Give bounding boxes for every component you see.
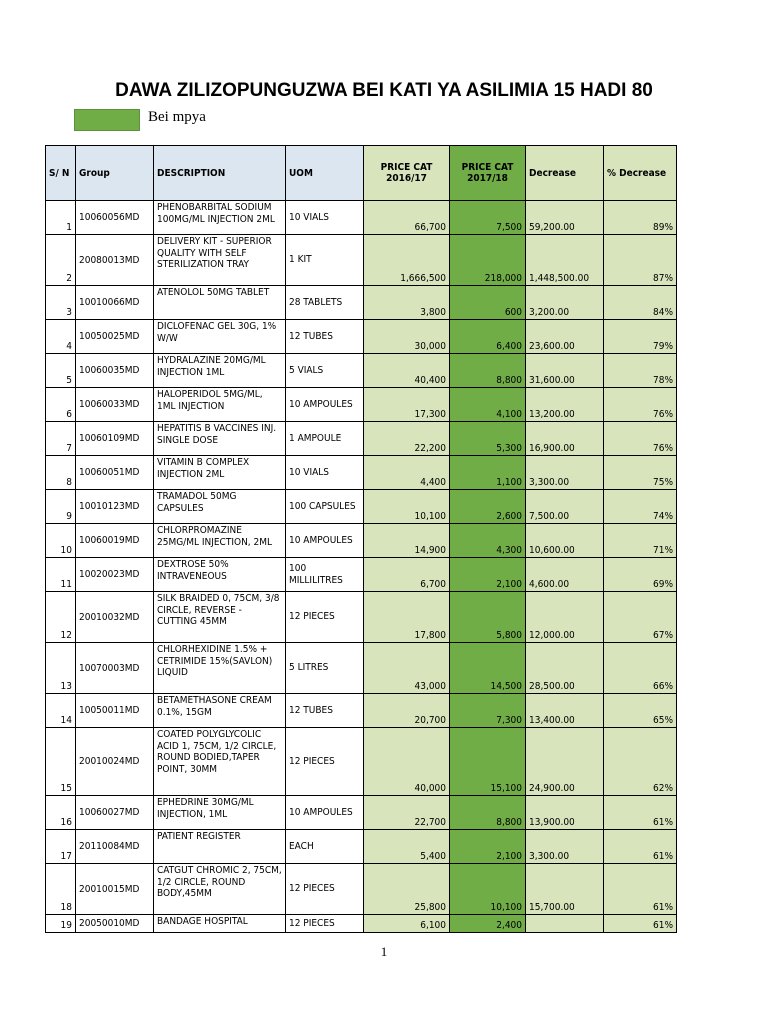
cell-description: SILK BRAIDED 0, 75CM, 3/8 CIRCLE, REVERSE - CUTTING 45MM <box>154 592 286 643</box>
cell-description: COATED POLYGLYCOLIC ACID 1, 75CM, 1/2 CIRCLE, ROUND BODIED,TAPER POINT, 30MM <box>154 728 286 796</box>
table-row <box>46 201 677 235</box>
cell-price-old: 30,000 <box>364 320 450 354</box>
cell-price-new: 4,300 <box>450 524 526 558</box>
header-uom: UOM <box>286 146 364 201</box>
cell-decrease: 3,300.00 <box>526 456 604 490</box>
cell-uom: 100 CAPSULES <box>286 490 364 524</box>
cell-price-new: 5,300 <box>450 422 526 456</box>
cell-price-new: 2,600 <box>450 490 526 524</box>
cell-description: BANDAGE HOSPITAL <box>154 915 286 933</box>
table-row <box>46 388 677 422</box>
cell-group: 10060027MD <box>76 796 154 830</box>
table-row <box>46 235 677 286</box>
cell-price-old: 5,400 <box>364 830 450 864</box>
cell-group: 10070003MD <box>76 643 154 694</box>
cell-group: 10060035MD <box>76 354 154 388</box>
cell-sn: 2 <box>46 235 76 286</box>
table-row <box>46 422 677 456</box>
table-row <box>46 592 677 643</box>
legend-label: Bei mpya <box>148 109 206 125</box>
cell-uom: 12 TUBES <box>286 320 364 354</box>
header-price-new: PRICE CAT 2017/18 <box>450 146 526 201</box>
cell-price-new: 15,100 <box>450 728 526 796</box>
cell-uom: 1 AMPOULE <box>286 422 364 456</box>
price-table <box>45 145 677 933</box>
table-row <box>46 796 677 830</box>
cell-price-old: 1,666,500 <box>364 235 450 286</box>
header-description: DESCRIPTION <box>154 146 286 201</box>
cell-decrease: 7,500.00 <box>526 490 604 524</box>
cell-price-old: 17,300 <box>364 388 450 422</box>
cell-sn: 16 <box>46 796 76 830</box>
cell-sn: 1 <box>46 201 76 235</box>
table-row <box>46 524 677 558</box>
cell-sn: 3 <box>46 286 76 320</box>
cell-decrease: 15,700.00 <box>526 864 604 915</box>
table-row <box>46 286 677 320</box>
cell-description: VITAMIN B COMPLEX INJECTION 2ML <box>154 456 286 490</box>
page-title: DAWA ZILIZOPUNGUZWA BEI KATI YA ASILIMIA 15 HADI 80 <box>115 80 653 101</box>
cell-pct-decrease: 75% <box>604 456 677 490</box>
cell-group: 10050011MD <box>76 694 154 728</box>
cell-price-old: 22,200 <box>364 422 450 456</box>
cell-price-new: 1,100 <box>450 456 526 490</box>
cell-price-new: 6,400 <box>450 320 526 354</box>
cell-pct-decrease: 74% <box>604 490 677 524</box>
cell-price-new: 600 <box>450 286 526 320</box>
cell-decrease: 13,200.00 <box>526 388 604 422</box>
cell-description: TRAMADOL 50MG CAPSULES <box>154 490 286 524</box>
cell-pct-decrease: 84% <box>604 286 677 320</box>
cell-decrease: 16,900.00 <box>526 422 604 456</box>
cell-price-new: 2,100 <box>450 558 526 592</box>
cell-uom: 12 PIECES <box>286 728 364 796</box>
cell-decrease: 31,600.00 <box>526 354 604 388</box>
cell-price-old: 66,700 <box>364 201 450 235</box>
cell-pct-decrease: 79% <box>604 320 677 354</box>
cell-price-old: 4,400 <box>364 456 450 490</box>
table-row <box>46 558 677 592</box>
cell-description: DICLOFENAC GEL 30G, 1% W/W <box>154 320 286 354</box>
cell-decrease: 4,600.00 <box>526 558 604 592</box>
cell-group: 10010123MD <box>76 490 154 524</box>
header-sn: S/ N <box>46 146 76 201</box>
cell-pct-decrease: 89% <box>604 201 677 235</box>
cell-sn: 19 <box>46 915 76 933</box>
cell-group: 20110084MD <box>76 830 154 864</box>
cell-group: 10020023MD <box>76 558 154 592</box>
cell-uom: 12 PIECES <box>286 864 364 915</box>
cell-decrease: 10,600.00 <box>526 524 604 558</box>
table-row <box>46 694 677 728</box>
cell-decrease: 28,500.00 <box>526 643 604 694</box>
cell-sn: 8 <box>46 456 76 490</box>
cell-price-new: 5,800 <box>450 592 526 643</box>
cell-group: 10010066MD <box>76 286 154 320</box>
cell-sn: 9 <box>46 490 76 524</box>
table-row <box>46 456 677 490</box>
cell-pct-decrease: 78% <box>604 354 677 388</box>
cell-sn: 11 <box>46 558 76 592</box>
cell-decrease: 12,000.00 <box>526 592 604 643</box>
cell-pct-decrease: 67% <box>604 592 677 643</box>
cell-pct-decrease: 61% <box>604 830 677 864</box>
cell-sn: 14 <box>46 694 76 728</box>
cell-group: 10050025MD <box>76 320 154 354</box>
cell-pct-decrease: 62% <box>604 728 677 796</box>
cell-price-new: 4,100 <box>450 388 526 422</box>
cell-decrease: 3,300.00 <box>526 830 604 864</box>
cell-pct-decrease: 76% <box>604 388 677 422</box>
cell-decrease: 23,600.00 <box>526 320 604 354</box>
cell-group: 10060051MD <box>76 456 154 490</box>
legend-swatch-new-price <box>74 109 140 131</box>
cell-pct-decrease: 66% <box>604 643 677 694</box>
cell-price-old: 6,100 <box>364 915 450 933</box>
cell-price-old: 25,800 <box>364 864 450 915</box>
cell-sn: 15 <box>46 728 76 796</box>
cell-pct-decrease: 76% <box>604 422 677 456</box>
cell-price-new: 2,400 <box>450 915 526 933</box>
cell-uom: 5 LITRES <box>286 643 364 694</box>
cell-sn: 4 <box>46 320 76 354</box>
header-row <box>46 146 677 201</box>
table-row <box>46 915 677 933</box>
cell-pct-decrease: 87% <box>604 235 677 286</box>
cell-sn: 13 <box>46 643 76 694</box>
cell-uom: EACH <box>286 830 364 864</box>
cell-decrease <box>526 915 604 933</box>
cell-decrease: 13,400.00 <box>526 694 604 728</box>
cell-uom: 10 AMPOULES <box>286 524 364 558</box>
cell-group: 10060019MD <box>76 524 154 558</box>
cell-uom: 100 MILLILITRES <box>286 558 364 592</box>
cell-group: 10060033MD <box>76 388 154 422</box>
cell-price-old: 10,100 <box>364 490 450 524</box>
cell-description: PATIENT REGISTER <box>154 830 286 864</box>
cell-decrease: 24,900.00 <box>526 728 604 796</box>
table-row <box>46 643 677 694</box>
cell-decrease: 1,448,500.00 <box>526 235 604 286</box>
cell-price-old: 40,400 <box>364 354 450 388</box>
cell-group: 20050010MD <box>76 915 154 933</box>
cell-price-old: 17,800 <box>364 592 450 643</box>
cell-price-new: 218,000 <box>450 235 526 286</box>
cell-pct-decrease: 69% <box>604 558 677 592</box>
cell-pct-decrease: 61% <box>604 915 677 933</box>
cell-description: HEPATITIS B VACCINES INJ. SINGLE DOSE <box>154 422 286 456</box>
header-pct-decrease: % Decrease <box>604 146 677 201</box>
table-row <box>46 354 677 388</box>
cell-description: HALOPERIDOL 5MG/ML, 1ML INJECTION <box>154 388 286 422</box>
cell-sn: 17 <box>46 830 76 864</box>
cell-sn: 6 <box>46 388 76 422</box>
table-row <box>46 864 677 915</box>
cell-price-new: 7,500 <box>450 201 526 235</box>
cell-pct-decrease: 61% <box>604 796 677 830</box>
cell-description: CATGUT CHROMIC 2, 75CM, 1/2 CIRCLE, ROUND BODY,45MM <box>154 864 286 915</box>
cell-price-new: 10,100 <box>450 864 526 915</box>
cell-description: BETAMETHASONE CREAM 0.1%, 15GM <box>154 694 286 728</box>
cell-price-old: 40,000 <box>364 728 450 796</box>
cell-uom: 12 TUBES <box>286 694 364 728</box>
cell-group: 20010032MD <box>76 592 154 643</box>
cell-price-old: 3,800 <box>364 286 450 320</box>
cell-description: DEXTROSE 50% INTRAVENEOUS <box>154 558 286 592</box>
cell-uom: 10 AMPOULES <box>286 388 364 422</box>
cell-group: 20010015MD <box>76 864 154 915</box>
page-number: 1 <box>380 944 388 959</box>
cell-group: 10060056MD <box>76 201 154 235</box>
cell-uom: 1 KIT <box>286 235 364 286</box>
table-row <box>46 830 677 864</box>
table-body <box>46 201 677 933</box>
cell-description: HYDRALAZINE 20MG/ML INJECTION 1ML <box>154 354 286 388</box>
cell-price-old: 43,000 <box>364 643 450 694</box>
cell-description: PHENOBARBITAL SODIUM 100MG/ML INJECTION 2ML <box>154 201 286 235</box>
header-group: Group <box>76 146 154 201</box>
cell-description: CHLORPROMAZINE 25MG/ML INJECTION, 2ML <box>154 524 286 558</box>
table-row <box>46 320 677 354</box>
cell-description: CHLORHEXIDINE 1.5% + CETRIMIDE 15%(SAVLON) LIQUID <box>154 643 286 694</box>
cell-price-new: 8,800 <box>450 354 526 388</box>
cell-uom: 12 PIECES <box>286 915 364 933</box>
cell-uom: 10 AMPOULES <box>286 796 364 830</box>
cell-price-new: 14,500 <box>450 643 526 694</box>
cell-uom: 28 TABLETS <box>286 286 364 320</box>
cell-uom: 12 PIECES <box>286 592 364 643</box>
cell-uom: 10 VIALS <box>286 456 364 490</box>
cell-price-old: 6,700 <box>364 558 450 592</box>
cell-pct-decrease: 71% <box>604 524 677 558</box>
cell-pct-decrease: 61% <box>604 864 677 915</box>
cell-decrease: 13,900.00 <box>526 796 604 830</box>
cell-price-old: 14,900 <box>364 524 450 558</box>
table-row <box>46 490 677 524</box>
cell-price-new: 7,300 <box>450 694 526 728</box>
cell-group: 20080013MD <box>76 235 154 286</box>
cell-price-new: 2,100 <box>450 830 526 864</box>
cell-sn: 18 <box>46 864 76 915</box>
header-decrease: Decrease <box>526 146 604 201</box>
cell-group: 20010024MD <box>76 728 154 796</box>
cell-group: 10060109MD <box>76 422 154 456</box>
cell-uom: 10 VIALS <box>286 201 364 235</box>
cell-price-old: 20,700 <box>364 694 450 728</box>
table-row <box>46 728 677 796</box>
cell-pct-decrease: 65% <box>604 694 677 728</box>
cell-description: ATENOLOL 50MG TABLET <box>154 286 286 320</box>
cell-description: DELIVERY KIT - SUPERIOR QUALITY WITH SELF STERILIZATION TRAY <box>154 235 286 286</box>
cell-price-new: 8,800 <box>450 796 526 830</box>
cell-decrease: 3,200.00 <box>526 286 604 320</box>
cell-sn: 12 <box>46 592 76 643</box>
cell-price-old: 22,700 <box>364 796 450 830</box>
cell-description: EPHEDRINE 30MG/ML INJECTION, 1ML <box>154 796 286 830</box>
cell-decrease: 59,200.00 <box>526 201 604 235</box>
cell-uom: 5 VIALS <box>286 354 364 388</box>
cell-sn: 7 <box>46 422 76 456</box>
cell-sn: 5 <box>46 354 76 388</box>
cell-sn: 10 <box>46 524 76 558</box>
header-price-old: PRICE CAT 2016/17 <box>364 146 450 201</box>
